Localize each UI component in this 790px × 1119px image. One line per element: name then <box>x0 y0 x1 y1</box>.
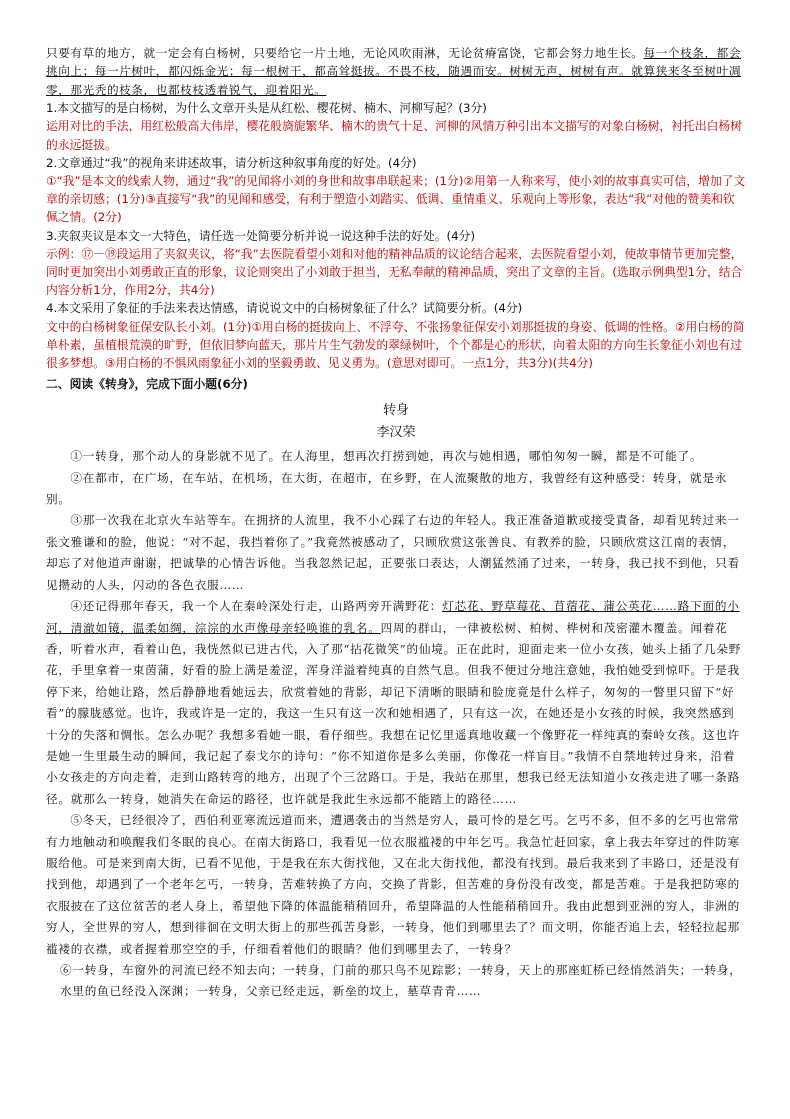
article-paragraph-6: ⑥一转身，车窗外的河流已经不知去向；一转身，门前的那只鸟不见踪影；一转身，天上的那座虹桥已经悄然消失；一转身，水里的鱼已经没入深渊；一转身，父亲已经走远，新垒的坟上，墓草青青…… <box>60 963 742 998</box>
paragraph-4-underlined: 灯芯花、野草莓花、苜蓿花、蒲公英花……路下面的小河，清澈如镜，温柔如绸，淙淙的水声像母亲轻唤谁的乳名。 <box>46 599 740 635</box>
document-page <box>46 44 746 1001</box>
article-paragraph-1: ①一转身，那个动人的身影就不见了。在人海里，想再次打捞到她，再次与她相遇，哪怕匆匆一瞬，都是不可能了。 <box>70 449 703 464</box>
article-paragraph-2: ②在都市，在广场，在车站，在机场，在大街，在超市，在乡野，在人流聚散的地方，我曾经有这种感受：转身，就是永别。 <box>46 470 728 507</box>
section-heading: 二、阅读《转身》，完成下面小题(6分) <box>46 377 248 392</box>
top-paragraph-plain: 只要有草的地方，就一定会有白杨树，只要给它一片土地，无论风吹雨淋，无论贫瘠富饶，它都会努力地生长。 <box>46 46 644 60</box>
question-4: 4.本文采用了象征的手法来表达情感，请说说文中的白杨树象征了什么？试简要分析。(4分) <box>46 301 523 316</box>
answer-4: 文中的白杨树象征保安队长小刘。(1分)①用白杨的挺拔向上、不浮夸、不张扬象征保安小刘那挺拔的身姿、低调的性格。②用白杨的简单朴素，虽植根荒漠的旷野，但依旧梦向蓝天，那片片生气勃发的翠绿树叶，个个都是心的形状，向着太阳的方向生长象征小刘也有过很多梦想。③用白杨的不惧风雨象征小刘的坚毅勇敢、见义勇为。(意思对即可。一点1分，共3分)(共4分) <box>46 319 745 371</box>
answer-1: 运用对比的手法，用红松般高大伟岸，樱花般旖旎繁华、楠木的贵气十足、河柳的风情万种引出本文描写的对象白杨树，衬托出白杨树的永远挺拔。 <box>46 119 743 152</box>
question-2: 2.文章通过“我”的视角来讲述故事，请分析这种叙事角度的好处。(4分) <box>46 155 417 170</box>
question-1: 1.本文描写的是白杨树，为什么文章开头是从红松、樱花树、楠木、河柳写起？(3分) <box>46 101 487 116</box>
paragraph-4-intro: ④还记得那年春天，我一个人在秦岭深处行走，山路两旁开满野花： <box>70 599 443 614</box>
paragraph-4-rest: 四周的群山，一律被松树、柏树、桦树和茂密灌木覆盖。闻着花香，听着水声，看着山色，我恍然似已进古代，入了那“拈花微笑”的仙境。正在此时，迎面走来一位小女孩，她头上插了几朵野花，手里拿着一束茵蒲，好看的脸上满是羞涩，浑身洋溢着纯真的自然气息。但我不便过分地注意她，我怕她受到惊吓。于是我停下来，给她让路，然后静静地看她远去，欣赏着她的背影，却记下清晰的眼睛和脸庞竟是什么样子，匆匆的一瞥里只留下“好看”的朦胧感觉。也许，我或许是一定的，我这一生只有这一次和她相遇了，只有这一次，在她还是小女孩的时候，我突然感到十分的失落和惆怅。怎么办呢？我想多看她一眼，看仔细些。我想在记忆里遥真地收藏一个像野花一样纯真的秦岭女孩。这也许是她一生里最生动的瞬间，我记起了泰戈尔的诗句：“你不知道你是多么美丽，你像花一样盲目。”我情不自禁地转过身来，沿着小女孩走的方向走着，走到山路转弯的地方，出现了个三岔路口。于是，我站在那里，想我已经无法知道小女孩走进了哪一条路径。就那么一转身，她消失在命运的路径，也许就是我此生永远都不能踏上的路径…… <box>46 620 742 806</box>
article-paragraph-4 <box>46 596 746 810</box>
article-author: 李汉荣 <box>376 425 416 441</box>
top-paragraph-underlined: 每一个枝条，都会挑向上；每一片树叶，都闪烁金光；每一根树干，都高耸挺拔。不畏不枝，随遇而安。树树无声，树树有声。就算狭来冬至树叶凋零，那光秃的枝条，也都枝枝透着锐气，迎着阳光。 <box>46 46 742 97</box>
answer-3: 示例：⑰－⑲段运用了夹叙夹议，将“我”去医院看望小刘和对他的精神品质的议论结合起来，去医院看望小刘，使故事情节更加完整，同时更加突出小刘勇敢正直的形象，议论则突出了小刘敢于担当，无私奉献的精神品质，突出了文章的主旨。(选取示例典型1分，结合内容分析1分，作用2分，共4分) <box>46 246 743 298</box>
article-paragraph-5: ⑤冬天，已经很冷了，西伯利亚寒流远道而来，遭遇袭击的当然是穷人，最可怜的是乞丐。乞丐不多，但不多的乞丐也常常有力地触动和唤醒我们冬眠的良心。在南大街路口，我看见一位衣服褴褛的中年乞丐。我急忙赶回家，拿上我去年穿过的件防寒服给他。可是来到南大街，已看不见他，于是我在东大街找他，又在北大街找他，都没有找到。最后我来到了丰路口，还是没有找到他，却遇到了一个老年乞丐，一转身，苦难转换了方向，交换了背影，但苦难的身份没有改变，都是苦难。于是我把防寒的衣服披在了这位贫苦的老人身上，希望他下降的体温能稍稍回升，希望降温的人性能稍稍回升。我由此想到亚洲的穷人，非洲的穷人，全世界的穷人，想到徘徊在文明大街上的那些孤苦身影，一转身，他们到哪里去了？而文明，你能否追上去，轻轻拉起那褴褛的衣襟，或者握着那空空的手，仔细看着他们的眼睛？他们到哪里去了，一转身？ <box>46 813 741 956</box>
article-title: 转身 <box>382 403 409 419</box>
answer-2: ①“我”是本文的线索人物，通过“我”的见闻将小刘的身世和故事串联起来；(1分)②用第一人称来写，使小刘的故事真实可信，增加了文章的亲切感；(1分)③直接写“我”的见闻和感受，有利于塑造小刘踏实、低调、重情重义、乐观向上等形象，表达“我”对他的赞美和钦佩之情。(2分) <box>46 174 746 225</box>
article-paragraph-3: ③那一次我在北京火车站等车。在拥挤的人流里，我不小心踩了右边的年轻人。我正准备道歉或接受責备，却看见转过来一张文雅谦和的脸，他说：“对不起，我挡着你了。”我竟然被感动了，只顾欣赏这张善良、有教养的脸，只顾欣赏这江南的表情，却忘了对他道声谢谢，把诚挚的心情告诉他。当我忽然记起，正要张口表达，人潮猛然涌了过来，一转身，我已找不到他，只看见攒动的人头，闪动的各色衣服…… <box>46 513 741 592</box>
question-3: 3.夹叙夹议是本文一大特色，请任选一处简要分析并说一说这种手法的好处。(4分) <box>46 228 476 243</box>
top-paragraph <box>46 44 746 99</box>
